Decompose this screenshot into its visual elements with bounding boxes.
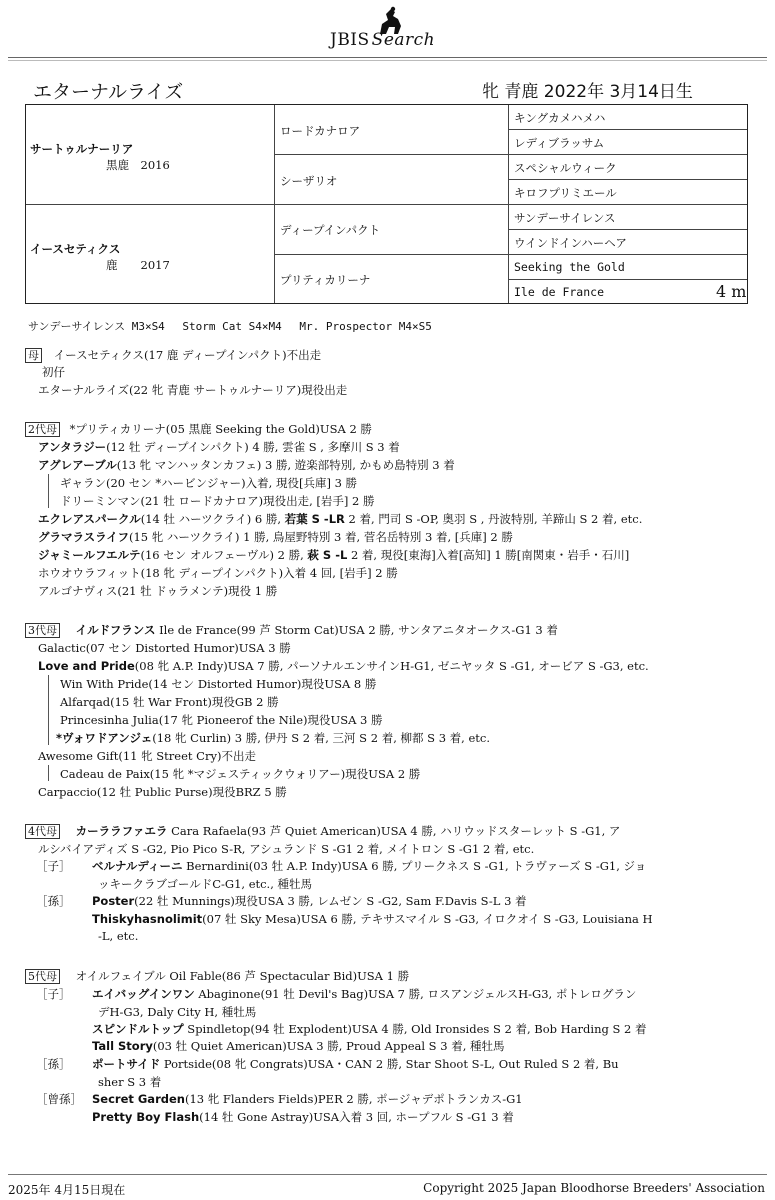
winner-name[interactable]: イルドフランス — [75, 623, 156, 637]
g4-label-child: ［子］ — [36, 859, 71, 873]
g4-progeny: ベルナルディーニ Bernardini(03 牡 A.P. Indy)USA 6 勝, プリークネス S -G1, トラヴァーズ S -G1, ジョ — [92, 859, 647, 873]
label-g2: 2代母 — [25, 422, 60, 437]
winner-name[interactable]: Pretty Boy Flash — [92, 1110, 200, 1124]
g2-progeny: ジャミールフエルテ(16 セン オルフェーヴル) 2 勝, 萩 S -L 2 着, 現役[東海]入着[高知] 1 勝[南関東・岩手・石川] — [38, 548, 630, 562]
g5-progeny: Pretty Boy Flash(14 牡 Gone Astray)USA入着 3 回, ホープフル S -G1 3 着 — [92, 1110, 514, 1124]
winner-name[interactable]: ポートサイド — [92, 1057, 161, 1071]
g2-progeny: アンタラジー(12 牡 ディープインパクト) 4 勝, 雲雀 S , 多摩川 S 3 着 — [38, 440, 400, 454]
g3-ancestor[interactable]: キングカメハメハ — [514, 111, 606, 125]
g2-progeny: エクレアスパークル(14 牡 ハーツクライ) 6 勝, 若葉 S -LR 2 着, 門司 S -OP, 奥羽 S , 丹波特別, 羊蹄山 S 2 着, etc. — [38, 512, 643, 526]
g5-label-great: ［曾孫］ — [36, 1092, 82, 1106]
logo-text: JBIS — [330, 30, 370, 50]
dam-dam[interactable]: プリティカリーナ — [280, 273, 371, 287]
g2-grandprogeny: ギャラン(20 セン *ハービンジャー)入着, 現役[兵庫] 3 勝 — [60, 476, 358, 490]
g4-header: 4代母 カーララファエラ Cara Rafaela(93 芦 Quiet American)USA 4 勝, ハリウッドスターレット S -G1, ア — [25, 823, 620, 839]
g2-grandprogeny: ドリーミンマン(21 牡 ロードカナロア)現役出走, [岩手] 2 勝 — [60, 494, 375, 508]
dam-sire[interactable]: ディープインパクト — [280, 223, 381, 237]
sire-sire[interactable]: ロードカナロア — [280, 124, 361, 138]
g5-label-child: ［子］ — [36, 987, 71, 1001]
dam-entry: イースセティクス(17 鹿 ディープインパクト)不出走 — [53, 348, 322, 362]
tree-bar — [48, 675, 49, 745]
g3-grandprogeny: Cadeau de Paix(15 牝 *マジェスティックウォリアー)現役USA 2 勝 — [60, 767, 421, 781]
g2-progeny: ホウオウラフィット(18 牝 ディープインパクト)入着 4 回, [岩手] 2 勝 — [38, 566, 398, 580]
g3-ancestor[interactable]: Seeking the Gold — [514, 260, 625, 274]
tree-bar — [48, 765, 49, 781]
g3-ancestor[interactable]: ウインドインハーヘア — [514, 236, 627, 250]
g2-header — [25, 421, 372, 437]
winner-name[interactable]: アグレアーブル — [38, 458, 117, 472]
dam-progeny: エターナルライズ(22 牝 青鹿 サートゥルナーリア)現役出走 — [38, 383, 348, 397]
label-g4: 4代母 — [25, 824, 60, 839]
winner-name[interactable]: スピンドルトップ — [92, 1022, 184, 1036]
g3-ancestor[interactable]: スペシャルウィーク — [514, 161, 617, 175]
g5-line: sher S 3 着 — [98, 1075, 162, 1089]
g3-ancestor[interactable]: サンデーサイレンス — [514, 211, 616, 225]
g5-progeny: スピンドルトップ Spindletop(94 牡 Explodent)USA 4 勝, Old Ironsides S 2 着, Bob Harding S 2 着 — [92, 1022, 647, 1036]
winner-name[interactable]: *ヴォワドアンジェ — [56, 731, 153, 745]
g2-progeny: アグレアーブル(13 牝 マンハッタンカフェ) 3 勝, 遊楽部特別, かもめ島特別 3 着 — [38, 458, 455, 472]
g3-grandprogeny: Win With Pride(14 セン Distorted Humor)現役USA 8 勝 — [60, 677, 377, 691]
inbreeding-line: サンデーサイレンス M3×S4 Storm Cat S4×M4 Mr. Prospector M4×S5 — [28, 320, 432, 333]
g5-label-grand: ［孫］ — [36, 1057, 71, 1071]
g4-line: ッキークラブゴールドC-G1, etc., 種牡馬 — [98, 877, 313, 891]
g3-grandprogeny: Alfarqad(15 牡 War Front)現役GB 2 勝 — [60, 695, 279, 709]
g5-progeny: Secret Garden(13 牝 Flanders Fields)PER 2 勝, ポージャデポトランカス-G1 — [92, 1092, 523, 1106]
label-g5: 5代母 — [25, 969, 60, 984]
g3-progeny: Love and Pride(08 牝 A.P. Indy)USA 7 勝, パーソナルエンサインH-G1, ゼニヤッタ S -G1, オービア S -G3, etc. — [38, 659, 649, 673]
g4-label-grand: ［孫］ — [36, 894, 71, 908]
jbis-search-logo[interactable] — [330, 6, 460, 52]
g5-progeny: ポートサイド Portside(08 牝 Congrats)USA・CAN 2 勝, Star Shoot S-L, Out Ruled S 2 着, Bu — [92, 1057, 619, 1071]
family-number: 4 m — [716, 282, 747, 301]
g5-line: デH-G3, Daly City H, 種牡馬 — [98, 1005, 257, 1019]
sire-dam[interactable]: シーザリオ — [280, 174, 338, 188]
g5-progeny: エイバッグインワン Abaginone(91 牡 Devil's Bag)USA 7 勝, ロスアンジェルスH-G3, ポトレログラン — [92, 987, 637, 1001]
winner-name[interactable]: ジャミールフエルテ — [38, 548, 141, 562]
g3-grandprogeny: *ヴォワドアンジェ(18 牝 Curlin) 3 勝, 伊丹 S 2 着, 三河 S 2 着, 柳都 S 3 着, etc. — [56, 731, 490, 745]
g2-dam: *プリティカリーナ(05 黒鹿 Seeking the Gold)USA 2 勝 — [69, 422, 372, 436]
winner-name[interactable]: アンタラジー — [38, 440, 107, 454]
dam-info: 鹿 2017 — [106, 258, 170, 272]
sire-info: 黒鹿 2016 — [106, 158, 170, 172]
g2-progeny: グラマラスライフ(15 牝 ハーツクライ) 1 勝, 鳥屋野特別 3 着, 菅名岳特別 3 着, [兵庫] 2 勝 — [38, 530, 513, 544]
pedigree-table — [25, 104, 748, 304]
sire-name[interactable]: サートゥルナーリア — [30, 142, 134, 156]
winner-name[interactable]: Poster — [92, 894, 135, 908]
g3-ancestor[interactable]: レディブラッサム — [514, 136, 605, 150]
g3-grandprogeny: Princesinha Julia(17 牝 Pioneerof the Nile)現役USA 3 勝 — [60, 713, 383, 727]
footer-date: 2025年 4月15日現在 — [8, 1183, 126, 1197]
dam-name[interactable]: イースセティクス — [30, 242, 121, 256]
dam-note: 初仔 — [42, 365, 65, 379]
winner-name[interactable]: Secret Garden — [92, 1092, 185, 1106]
g3-progeny: Carpaccio(12 牡 Public Purse)現役BRZ 5 勝 — [38, 785, 287, 799]
winner-name[interactable]: エイバッグインワン — [92, 987, 195, 1001]
g3-ancestor[interactable]: キロフプリミエール — [514, 186, 617, 200]
dam-section — [25, 347, 321, 363]
winner-name[interactable]: グラマラスライフ — [38, 530, 129, 544]
footer-copyright: Copyright 2025 Japan Bloodhorse Breeders' Association — [423, 1181, 765, 1195]
g3-header: 3代母 イルドフランス Ile de France(99 芦 Storm Cat)USA 2 勝, サンタアニタオークス-G1 3 着 — [25, 622, 558, 638]
winner-name[interactable]: Thiskyhasnolimit — [92, 912, 203, 926]
g2-progeny: アルゴナヴィス(21 牡 ドゥラメンテ)現役 1 勝 — [38, 584, 278, 598]
g4-line: -L, etc. — [98, 929, 139, 943]
horse-name: エターナルライズ — [33, 81, 184, 103]
g5-header: 5代母 オイルフェイブル Oil Fable(86 芦 Spectacular Bid)USA 1 勝 — [25, 968, 409, 984]
g4-progeny: Thiskyhasnolimit(07 牡 Sky Mesa)USA 6 勝, テキサスマイル S -G3, イロクオイ S -G3, Louisiana H — [92, 912, 653, 926]
footer-divider — [8, 1174, 767, 1175]
tree-bar — [48, 474, 49, 508]
g4-progeny: Poster(22 牡 Munnings)現役USA 3 勝, レムゼン S -G2, Sam F.Davis S-L 3 着 — [92, 894, 527, 908]
g3-progeny: Awesome Gift(11 牝 Street Cry)不出走 — [38, 749, 256, 763]
winner-name[interactable]: エクレアスパークル — [38, 512, 141, 526]
g3-progeny: Galactic(07 セン Distorted Humor)USA 3 勝 — [38, 641, 291, 655]
g4-line: ルシバイアディズ S -G2, Pio Pico S-R, アシュランド S -G1 2 着, メイトロン S -G1 2 着, etc. — [38, 842, 535, 856]
horse-info: 牝 青鹿 2022年 3月14日生 — [482, 82, 693, 102]
label-dam: 母 — [25, 348, 42, 363]
logo-script: Search — [371, 30, 436, 50]
winner-name[interactable]: ベルナルディーニ — [92, 859, 183, 873]
header-divider — [8, 57, 767, 61]
winner-name[interactable]: カーララファエラ — [75, 824, 168, 838]
g5-progeny: Tall Story(03 牡 Quiet American)USA 3 勝, Proud Appeal S 3 着, 種牡馬 — [92, 1039, 505, 1053]
winner-name[interactable]: Love and Pride — [38, 659, 135, 673]
label-g3: 3代母 — [25, 623, 60, 638]
winner-name[interactable]: Tall Story — [92, 1039, 153, 1053]
g3-ancestor[interactable]: Ile de France — [514, 285, 605, 299]
